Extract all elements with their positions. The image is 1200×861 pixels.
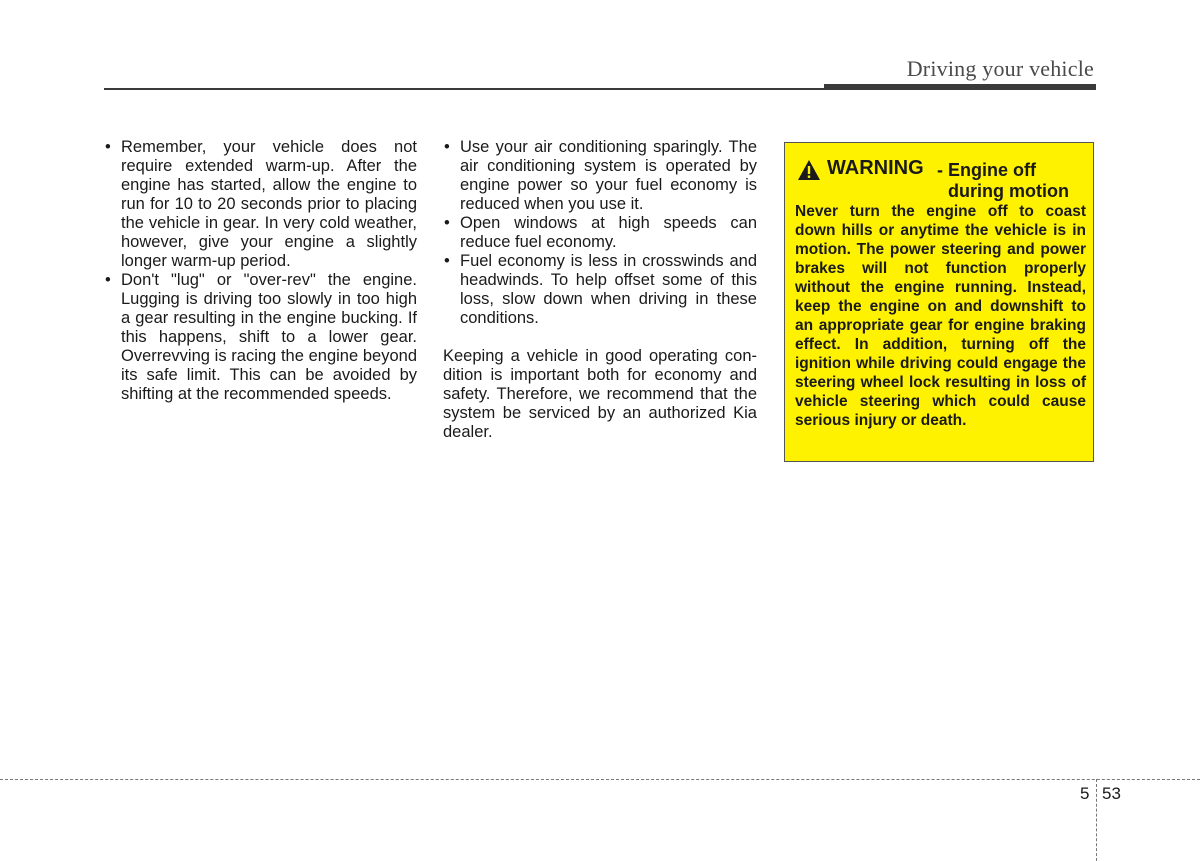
warning-body: Never turn the engine off to coast down hills or anytime the vehicle is in motion. The power steering and power brakes will not function properly without the engine running. Instead, keep the engine on and downshift to an appropriate gear for engine braking effect. In addition, turning off the ignition while driving could engage the steering wheel lock resulting in loss of vehicle steering which could cause serious injury or death. [795, 203, 1086, 429]
left-column [104, 138, 417, 404]
list-item: • Don't "lug" or "over-rev" the engine. Lugging is driving too slowly in too high a gear resulting in the engine bucking. If this happens, shift to a lower gear. Overrevving is racing the engine beyond its safe limit. This can be avoided by shifting at the recommended speeds. [104, 271, 417, 404]
warning-subtitle-line2: during motion [948, 181, 1069, 201]
warning-subtitle-line1: - Engine off [937, 160, 1036, 180]
warning-box [784, 142, 1094, 462]
list-item: • Remember, your vehicle does not require extended warm-up. After the engine has started, allow the engine to run for 10 to 20 seconds prior to placing the vehicle in gear. In very cold weather, however, give your engine a slightly longer warm-up period. [104, 138, 417, 271]
list-item: • Open windows at high speeds can reduce fuel economy. [443, 214, 757, 252]
warning-triangle-icon [797, 159, 821, 181]
warning-label: WARNING [827, 157, 924, 179]
header-title: Driving your vehicle [906, 56, 1094, 81]
middle-column [443, 138, 757, 459]
list-item: • Fuel economy is less in crosswinds and headwinds. To help offset some of this loss, slow down when driving in these conditions. [443, 252, 757, 328]
footer-rule [0, 779, 1200, 780]
header-rule [104, 88, 824, 90]
page-number: 53 [1102, 784, 1121, 803]
header-rule-accent [824, 84, 1096, 90]
chapter-number: 5 [1080, 784, 1090, 803]
maintenance-paragraph: Keeping a vehicle in good operating condition is important both for economy and safety. Therefore, we recommend that the system be serviced by an authorized Kia dealer. [443, 347, 757, 441]
left-bullet-list [104, 138, 417, 404]
list-item: • Use your air conditioning sparingly. The air conditioning system is operated by engine power so your fuel economy is reduced when you use it. [443, 138, 757, 214]
middle-bullet-list [443, 138, 757, 328]
footer-divider [1096, 779, 1097, 861]
